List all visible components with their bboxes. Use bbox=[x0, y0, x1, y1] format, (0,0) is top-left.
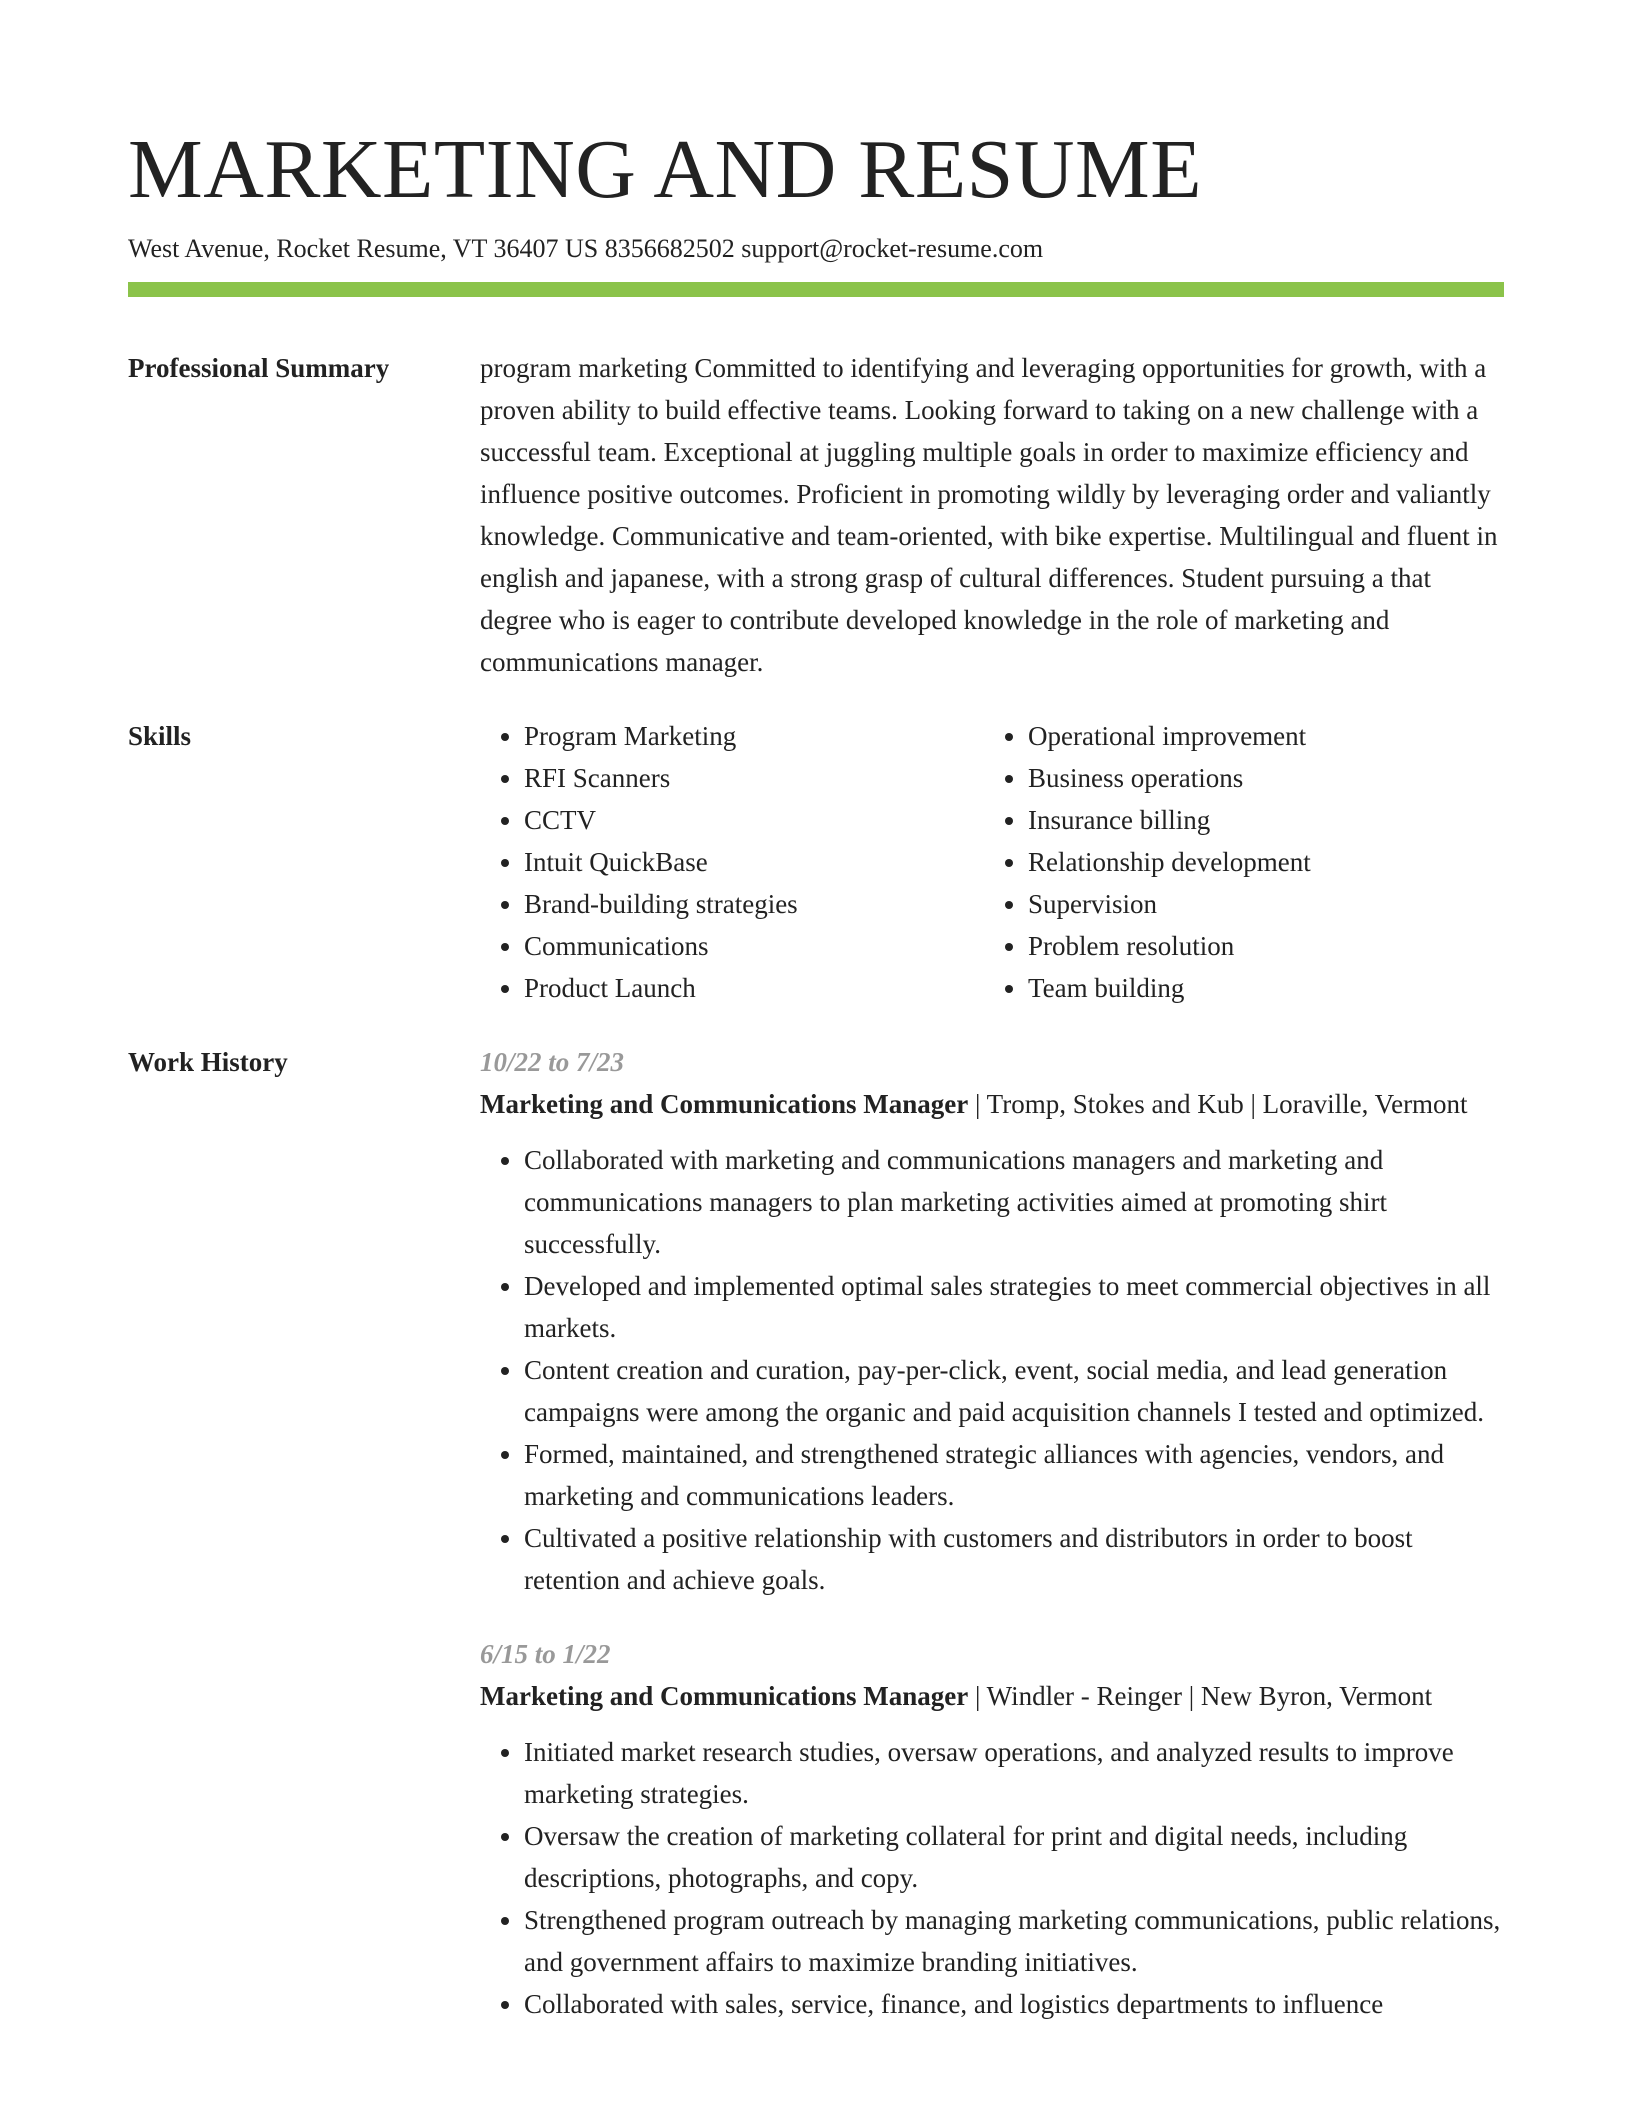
job-location: New Byron, Vermont bbox=[1200, 1681, 1433, 1711]
summary-heading: Professional Summary bbox=[128, 353, 390, 383]
work-history-section bbox=[128, 1041, 1504, 2025]
skill-item: • RFI Scanners bbox=[524, 757, 984, 799]
job-bullet: • Initiated market research studies, oversaw operations, and analyzed results to improve marketing strategies. bbox=[524, 1731, 1504, 1815]
contact-phone: 8356682502 bbox=[604, 234, 735, 263]
skill-item: • Brand-building strategies bbox=[524, 883, 984, 925]
skill-item: • Business operations bbox=[1028, 757, 1488, 799]
contact-address: West Avenue, Rocket Resume, VT 36407 US bbox=[128, 234, 599, 263]
skills-columns bbox=[480, 715, 1504, 1009]
skill-item: • Program Marketing bbox=[524, 715, 984, 757]
skill-item: • Operational improvement bbox=[1028, 715, 1488, 757]
skill-item: • Relationship development bbox=[1028, 841, 1488, 883]
job-entry bbox=[480, 1041, 1504, 1601]
job-entry bbox=[480, 1633, 1504, 2025]
resume-name: MARKETING AND RESUME bbox=[128, 123, 1203, 216]
skills-section bbox=[128, 715, 1504, 1009]
job-bullet: • Oversaw the creation of marketing collateral for print and digital needs, including descriptions, photographs, and copy. bbox=[524, 1815, 1504, 1899]
skill-item: • CCTV bbox=[524, 799, 984, 841]
job-company: Windler - Reinger bbox=[986, 1681, 1183, 1711]
skill-item: • Communications bbox=[524, 925, 984, 967]
skill-item: • Team building bbox=[1028, 967, 1488, 1009]
job-bullet: • Strengthened program outreach by managing marketing communications, public relations, and government affairs to maximize branding initiatives. bbox=[524, 1899, 1504, 1983]
summary-text: program marketing Committed to identifying and leveraging opportunities for growth, with a proven ability to build effective teams. Looking forward to taking on a new challenge with a successful team. Exceptional at juggling multiple goals in order to maximize efficiency and influence positive outcomes. Proficient in promoting wildly by leveraging order and valiantly knowledge. Communicative and team-oriented, with bike expertise. Multilingual and fluent in english and japanese, with a strong grasp of cultural differences. Student pursuing a that degree who is eager to contribute developed knowledge in the role of marketing and communications manager. bbox=[480, 353, 1498, 677]
contact-email: support@rocket-resume.com bbox=[741, 234, 1044, 263]
job-bullets bbox=[480, 1731, 1504, 2025]
skills-list-right bbox=[984, 715, 1488, 1009]
job-dates: 6/15 to 1/22 bbox=[480, 1639, 611, 1669]
contact-line bbox=[128, 232, 1504, 266]
job-dates: 10/22 to 7/23 bbox=[480, 1047, 625, 1077]
work-history-heading: Work History bbox=[128, 1047, 288, 1077]
job-header bbox=[480, 1083, 1504, 1125]
skill-item: • Intuit QuickBase bbox=[524, 841, 984, 883]
job-header bbox=[480, 1675, 1504, 1717]
skills-list-left bbox=[480, 715, 984, 1009]
header-divider bbox=[128, 282, 1504, 297]
job-location: Loraville, Vermont bbox=[1262, 1089, 1468, 1119]
job-bullet: • Collaborated with marketing and communications managers and marketing and communications managers to plan marketing activities aimed at promoting shirt successfully. bbox=[524, 1139, 1504, 1265]
job-bullet: • Content creation and curation, pay-per-click, event, social media, and lead generation campaigns were among the organic and paid acquisition channels I tested and optimized. bbox=[524, 1349, 1504, 1433]
skill-item: • Product Launch bbox=[524, 967, 984, 1009]
job-title: Marketing and Communications Manager bbox=[480, 1681, 969, 1711]
job-company: Tromp, Stokes and Kub bbox=[986, 1089, 1244, 1119]
job-bullet: • Collaborated with sales, service, finance, and logistics departments to influence bbox=[524, 1983, 1504, 2025]
job-bullet: • Formed, maintained, and strengthened strategic alliances with agencies, vendors, and marketing and communications leaders. bbox=[524, 1433, 1504, 1517]
job-bullet: • Cultivated a positive relationship with customers and distributors in order to boost retention and achieve goals. bbox=[524, 1517, 1504, 1601]
summary-section bbox=[128, 347, 1504, 683]
job-title: Marketing and Communications Manager bbox=[480, 1089, 969, 1119]
resume-page bbox=[128, 0, 1504, 2025]
skill-item: • Insurance billing bbox=[1028, 799, 1488, 841]
job-bullets bbox=[480, 1139, 1504, 1601]
skills-heading: Skills bbox=[128, 721, 192, 751]
skill-item: • Supervision bbox=[1028, 883, 1488, 925]
skill-item: • Problem resolution bbox=[1028, 925, 1488, 967]
job-bullet: • Developed and implemented optimal sales strategies to meet commercial objectives in all markets. bbox=[524, 1265, 1504, 1349]
